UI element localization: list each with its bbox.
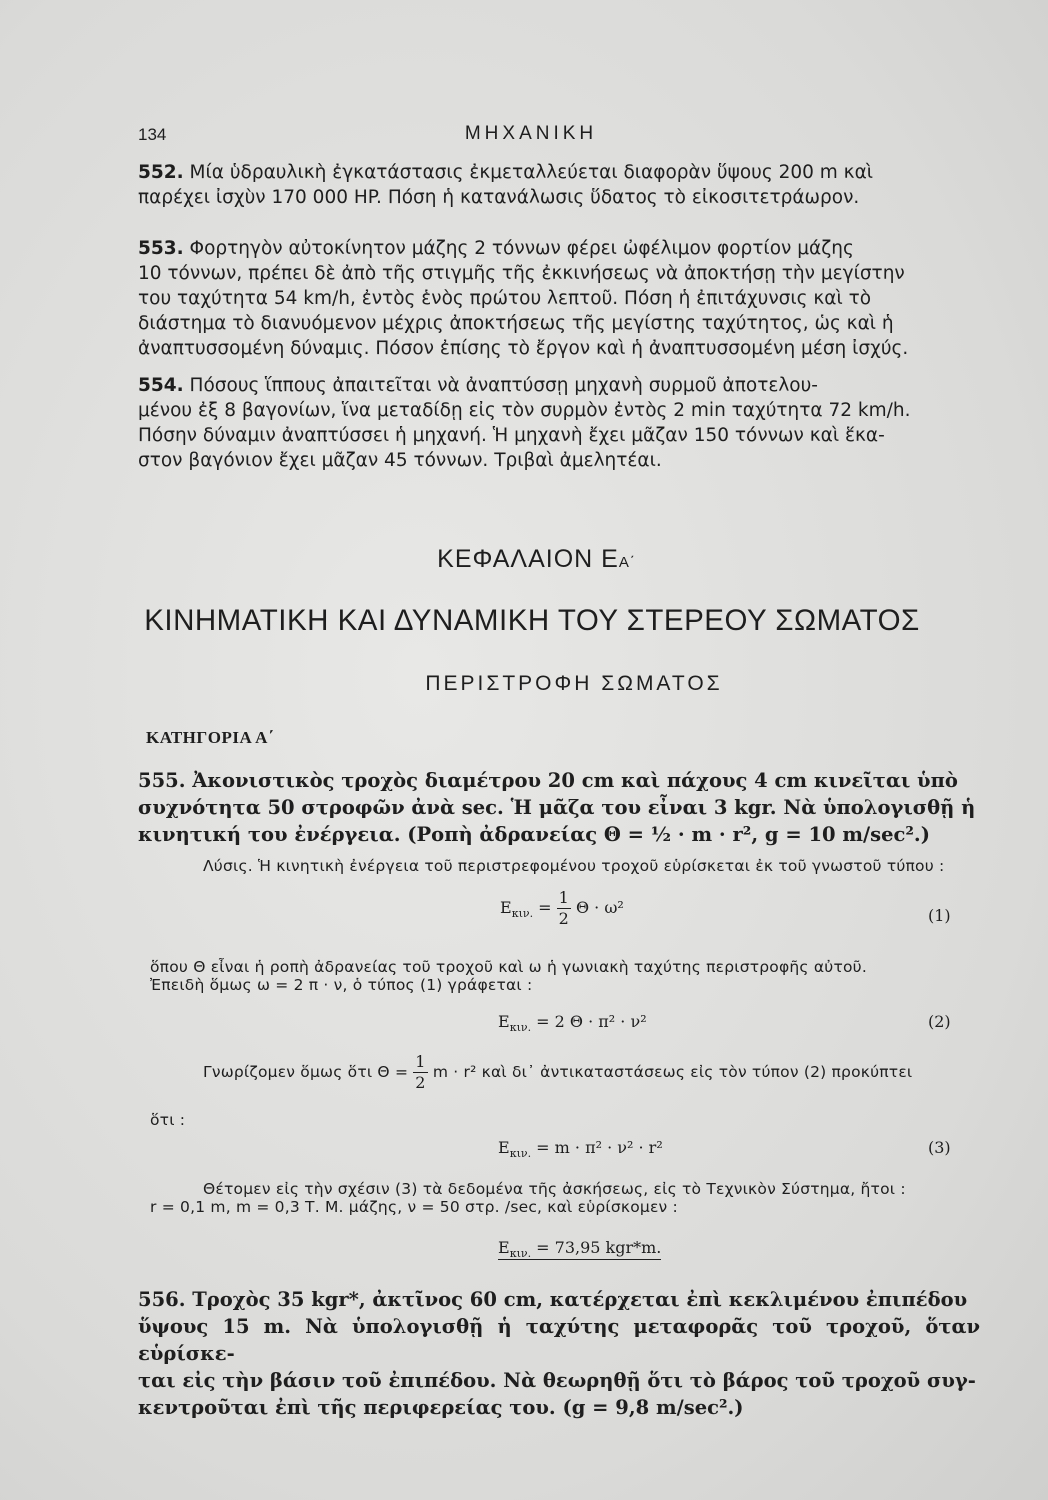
eq-subscript: κιν. bbox=[509, 1147, 532, 1161]
eq-rhs: = m · π² · ν² · r² bbox=[536, 1138, 663, 1157]
text-segment: m · r² καὶ δι᾿ ἀντικαταστάσεως εἰς τὸν τύπον (2) προκύπτει bbox=[432, 1063, 913, 1081]
chapter-number: Ε bbox=[601, 545, 619, 573]
problem-line: στον βαγόνιον ἔχει μᾶζαν 45 τόννων. Τριβαὶ ἀμελητέαι. bbox=[138, 450, 662, 471]
chapter-title: ΚΙΝΗΜΑΤΙΚΗ ΚΑΙ ΔΥΝΑΜΙΚΗ ΤΟΥ ΣΤΕΡΕΟΥ ΣΩΜΑΤΟΣ bbox=[144, 604, 920, 637]
eq-subscript: κιν. bbox=[511, 907, 534, 921]
problem-555 bbox=[138, 767, 980, 848]
problem-line: 10 τόννων, πρέπει δὲ ἀπὸ τῆς στιγμῆς τῆς ἐκκινήσεως νὰ ἀποκτήσῃ τὴν μεγίστην bbox=[138, 263, 905, 284]
fraction bbox=[557, 888, 571, 929]
problem-line: Πόσην δύναμιν ἀναπτύσσει ἡ μηχανή. Ἡ μηχανὴ ἔχει μᾶζαν 150 τόννων καὶ ἕκα- bbox=[138, 425, 885, 446]
equation-1 bbox=[500, 888, 624, 929]
numerator: 1 bbox=[558, 888, 569, 907]
problem-number: 553. bbox=[138, 238, 184, 259]
eq-rhs: Θ · ω² bbox=[575, 898, 624, 917]
problem-line: διάστημα τὸ διανυόμενον μέχρις ἀποκτήσεως τῆς μεγίστης ταχύτητος, ὡς καὶ ἡ bbox=[138, 313, 894, 334]
problem-552 bbox=[138, 160, 980, 210]
text-segment: Γνωρίζομεν ὅμως ὅτι Θ = bbox=[203, 1063, 409, 1081]
problem-line: ται εἰς τὴν βάσιν τοῦ ἐπιπέδου. Νὰ θεωρηθῇ ὅτι τὸ βάρος τοῦ τροχοῦ συγ- bbox=[138, 1369, 976, 1392]
category-label: ΚΑΤΗΓΟΡΙΑ Α΄ bbox=[146, 728, 275, 747]
problem-line: κινητική του ἐνέργεια. (Ροπὴ ἀδρανείας Θ = ½ · m · r², g = 10 m/sec².) bbox=[138, 823, 930, 846]
problem-line: μένου ἐξ 8 βαγονίων, ἵνα μεταδίδῃ εἰς τὸν συρμὸν ἐντὸς 2 min ταχύτητα 72 km/h. bbox=[138, 400, 911, 421]
problem-line: συχνότητα 50 στροφῶν ἀνὰ sec. Ἡ μᾶζα του εἶναι 3 kgr. Νὰ ὑπολογισθῇ ἡ bbox=[138, 796, 976, 819]
problem-line: Τροχὸς 35 kgr*, ἀκτῖνος 60 cm, κατέρχεται ἐπὶ κεκλιμένου ἐπιπέδου bbox=[192, 1288, 968, 1311]
solution-text-2: Ἐπειδὴ ὅμως ω = 2 π · ν, ὁ τύπος (1) γράφεται : bbox=[150, 976, 533, 994]
fraction bbox=[413, 1052, 427, 1093]
eq-sign: = bbox=[538, 898, 552, 917]
solution-text-4: ὅτι : bbox=[150, 1111, 186, 1129]
solution-text-3 bbox=[203, 1052, 993, 1093]
equation-tag-2: (2) bbox=[928, 1012, 951, 1031]
running-title: ΜΗΧΑΝΙΚΗ bbox=[464, 123, 598, 144]
numerator: 1 bbox=[415, 1052, 426, 1071]
problem-556 bbox=[138, 1286, 980, 1421]
denominator: 2 bbox=[415, 1073, 426, 1092]
eq-rhs: = 73,95 kgr*m. bbox=[536, 1238, 662, 1257]
problem-line: κεντροῦται ἐπὶ τῆς περιφερείας του. (g = 9,8 m/sec².) bbox=[138, 1396, 744, 1419]
section-subtitle: ΠΕΡΙΣΤΡΟΦΗ ΣΩΜΑΤΟΣ bbox=[425, 672, 723, 695]
equation-3 bbox=[498, 1138, 663, 1160]
eq-symbol: Ε bbox=[498, 1238, 510, 1257]
chapter-heading bbox=[0, 545, 1048, 574]
denominator: 2 bbox=[558, 909, 569, 928]
problem-number: 555. bbox=[138, 769, 186, 792]
eq-symbol: Ε bbox=[498, 1012, 510, 1031]
eq-rhs: = 2 Θ · π² · ν² bbox=[536, 1012, 647, 1031]
solution-text-5: Θέτομεν εἰς τὴν σχέσιν (3) τὰ δεδομένα τῆς ἀσκήσεως, εἰς τὸ Τεχνικὸν Σύστημα, ἤτοι : bbox=[203, 1180, 906, 1198]
equation-tag-1: (1) bbox=[928, 906, 951, 925]
solution-text-6: r = 0,1 m, m = 0,3 Τ. Μ. μάζης, ν = 50 στρ. /sec, καὶ εὑρίσκομεν : bbox=[150, 1198, 678, 1216]
problem-line: Φορτηγὸν αὐτοκίνητον μάζης 2 τόννων φέρει ὠφέλιμον φορτίον μάζης bbox=[189, 238, 854, 259]
equation-4 bbox=[498, 1238, 661, 1260]
problem-line: ὕψους 15 m. Νὰ ὑπολογισθῇ ἡ ταχύτης μεταφορᾶς τοῦ τροχοῦ, ὅταν εὑρίσκε- bbox=[138, 1315, 980, 1365]
problem-line: Ἀκονιστικὸς τροχὸς διαμέτρου 20 cm καὶ πάχους 4 cm κινεῖται ὑπὸ bbox=[192, 769, 958, 792]
eq-symbol: Ε bbox=[498, 1138, 510, 1157]
problem-line: Μία ὑδραυλικὴ ἐγκατάστασις ἐκμεταλλεύεται διαφορὰν ὕψους 200 m καὶ bbox=[189, 162, 874, 183]
solution-text-1: ὅπου Θ εἶναι ἡ ροπὴ ἀδρανείας τοῦ τροχοῦ καὶ ω ἡ γωνιακὴ ταχύτης περιστροφῆς αὐτοῦ. bbox=[150, 958, 867, 976]
chapter-number-suffix: Α΄ bbox=[618, 554, 636, 571]
solution-intro: Λύσις. Ἡ κινητικὴ ἐνέργεια τοῦ περιστρεφομένου τροχοῦ εὑρίσκεται ἐκ τοῦ γνωστοῦ τύπου : bbox=[203, 857, 945, 875]
eq-subscript: κιν. bbox=[509, 1021, 532, 1035]
eq-symbol: Ε bbox=[500, 898, 512, 917]
equation-tag-3: (3) bbox=[928, 1138, 951, 1157]
problem-553 bbox=[138, 236, 980, 361]
problem-line: παρέχει ἰσχὺν 170 000 HP. Πόση ἡ κατανάλωσις ὕδατος τὸ εἰκοσιτετράωρον. bbox=[138, 187, 860, 208]
problem-number: 556. bbox=[138, 1288, 186, 1311]
equation-2 bbox=[498, 1012, 647, 1034]
problem-554 bbox=[138, 373, 980, 473]
problem-line: ἀναπτυσσομένη δύναμις. Πόσον ἐπίσης τὸ ἔργον καὶ ἡ ἀναπτυσσομένη μέση ἰσχύς. bbox=[138, 338, 909, 359]
chapter-label: ΚΕΦΑΛΑΙΟΝ bbox=[437, 545, 594, 573]
page-number: 134 bbox=[138, 125, 167, 144]
eq-subscript: κιν. bbox=[509, 1247, 532, 1261]
problem-number: 554. bbox=[138, 375, 184, 396]
problem-line: Πόσους ἵππους ἀπαιτεῖται νὰ ἀναπτύσσῃ μηχανὴ συρμοῦ ἀποτελου- bbox=[189, 375, 818, 396]
problem-line: του ταχύτητα 54 km/h, ἐντὸς ἑνὸς πρώτου λεπτοῦ. Πόση ἡ ἐπιτάχυνσις καὶ τὸ bbox=[138, 288, 872, 309]
result-underline bbox=[498, 1238, 661, 1260]
problem-number: 552. bbox=[138, 162, 184, 183]
